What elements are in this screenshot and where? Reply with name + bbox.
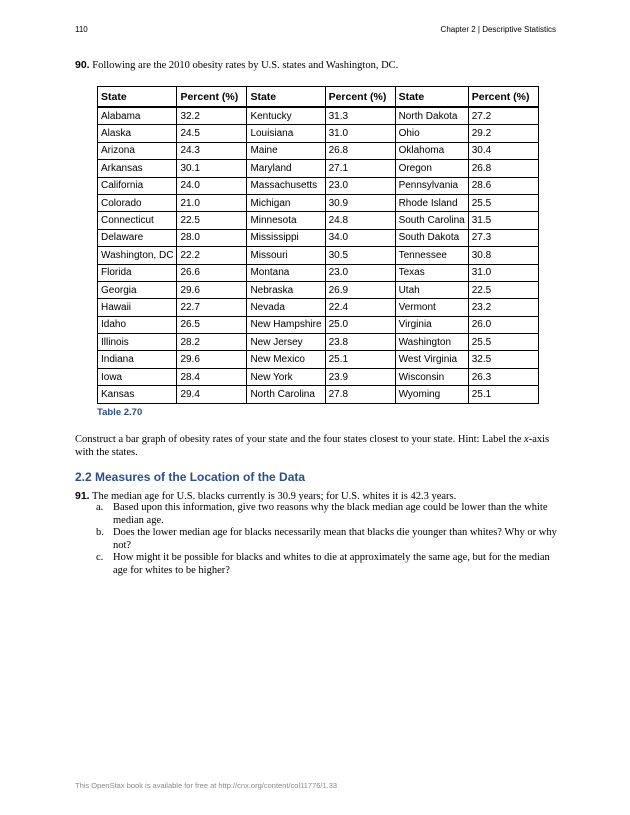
part-label: c.	[96, 552, 104, 564]
state-cell: Wyoming	[395, 386, 468, 403]
state-cell: Delaware	[98, 229, 177, 246]
percent-cell: 22.5	[177, 212, 247, 229]
column-header: Percent (%)	[177, 87, 247, 108]
state-cell: Missouri	[247, 247, 325, 264]
percent-cell: 30.8	[468, 247, 538, 264]
percent-cell: 25.5	[468, 194, 538, 211]
state-cell: Wisconsin	[395, 368, 468, 385]
state-cell: Kansas	[98, 386, 177, 403]
table-row	[98, 316, 539, 333]
percent-cell: 23.8	[325, 334, 395, 351]
state-cell: Pennsylvania	[395, 177, 468, 194]
percent-cell: 23.9	[325, 368, 395, 385]
state-cell: Idaho	[98, 316, 177, 333]
state-cell: Louisiana	[247, 125, 325, 142]
state-cell: New York	[247, 368, 325, 385]
percent-cell: 22.4	[325, 299, 395, 316]
table-row	[98, 212, 539, 229]
percent-cell: 30.5	[325, 247, 395, 264]
section-title: 2.2 Measures of the Location of the Data	[75, 470, 306, 484]
percent-cell: 24.0	[177, 177, 247, 194]
state-cell: North Carolina	[247, 386, 325, 403]
percent-cell: 31.0	[325, 125, 395, 142]
percent-cell: 22.5	[468, 281, 538, 298]
chapter-header: Chapter 2 | Descriptive Statistics	[440, 25, 556, 34]
state-cell: Florida	[98, 264, 177, 281]
state-cell: Tennessee	[395, 247, 468, 264]
exercise-91-parts	[96, 502, 558, 578]
percent-cell: 24.8	[325, 212, 395, 229]
column-header: Percent (%)	[468, 87, 538, 108]
state-cell: New Jersey	[247, 334, 325, 351]
state-cell: Colorado	[98, 194, 177, 211]
percent-cell: 25.0	[325, 316, 395, 333]
table-row	[98, 142, 539, 159]
percent-cell: 25.1	[468, 386, 538, 403]
state-cell: Connecticut	[98, 212, 177, 229]
state-cell: Ohio	[395, 125, 468, 142]
state-cell: Michigan	[247, 194, 325, 211]
percent-cell: 26.0	[468, 316, 538, 333]
table-row	[98, 264, 539, 281]
state-cell: Alaska	[98, 125, 177, 142]
state-cell: Maryland	[247, 160, 325, 177]
percent-cell: 28.6	[468, 177, 538, 194]
percent-cell: 30.4	[468, 142, 538, 159]
percent-cell: 26.6	[177, 264, 247, 281]
state-cell: Maine	[247, 142, 325, 159]
percent-cell: 28.4	[177, 368, 247, 385]
exercise-number: 90.	[75, 59, 90, 71]
state-cell: Montana	[247, 264, 325, 281]
percent-cell: 26.8	[325, 142, 395, 159]
exercise-text: Following are the 2010 obesity rates by U.S. states and Washington, DC.	[92, 60, 399, 71]
table-row	[98, 107, 539, 125]
state-cell: South Dakota	[395, 229, 468, 246]
percent-cell: 26.5	[177, 316, 247, 333]
percent-cell: 31.0	[468, 264, 538, 281]
percent-cell: 29.6	[177, 351, 247, 368]
table-body	[98, 107, 539, 403]
percent-cell: 24.5	[177, 125, 247, 142]
table-row	[98, 194, 539, 211]
list-item	[96, 527, 558, 552]
exercise-90	[75, 59, 398, 71]
percent-cell: 29.4	[177, 386, 247, 403]
percent-cell: 22.7	[177, 299, 247, 316]
table-row	[98, 281, 539, 298]
percent-cell: 30.1	[177, 160, 247, 177]
percent-cell: 26.8	[468, 160, 538, 177]
table-row	[98, 299, 539, 316]
footer-note: This OpenStax book is available for free at http://cnx.org/content/col11776/1.33	[75, 781, 338, 790]
table-row	[98, 351, 539, 368]
part-label: b.	[96, 527, 104, 539]
table-row	[98, 334, 539, 351]
state-cell: Texas	[395, 264, 468, 281]
percent-cell: 27.1	[325, 160, 395, 177]
state-cell: Rhode Island	[395, 194, 468, 211]
percent-cell: 27.3	[468, 229, 538, 246]
percent-cell: 30.9	[325, 194, 395, 211]
state-cell: New Hampshire	[247, 316, 325, 333]
percent-cell: 32.2	[177, 107, 247, 125]
percent-cell: 28.2	[177, 334, 247, 351]
percent-cell: 29.2	[468, 125, 538, 142]
percent-cell: 22.2	[177, 247, 247, 264]
state-cell: Vermont	[395, 299, 468, 316]
table-header-row	[98, 87, 539, 108]
column-header: State	[98, 87, 177, 108]
state-cell: Arizona	[98, 142, 177, 159]
state-cell: South Carolina	[395, 212, 468, 229]
table-row	[98, 368, 539, 385]
state-cell: Georgia	[98, 281, 177, 298]
state-cell: Nevada	[247, 299, 325, 316]
table-row	[98, 177, 539, 194]
column-header: State	[395, 87, 468, 108]
percent-cell: 27.2	[468, 107, 538, 125]
state-cell: Oklahoma	[395, 142, 468, 159]
state-cell: Indiana	[98, 351, 177, 368]
state-cell: North Dakota	[395, 107, 468, 125]
state-cell: Nebraska	[247, 281, 325, 298]
part-text: How might it be possible for blacks and whites to die at approximately the same age, but for the median age for whites to be higher?	[113, 552, 550, 576]
percent-cell: 34.0	[325, 229, 395, 246]
percent-cell: 25.1	[325, 351, 395, 368]
table-row	[98, 125, 539, 142]
state-cell: California	[98, 177, 177, 194]
percent-cell: 23.0	[325, 264, 395, 281]
table-row	[98, 247, 539, 264]
table-row	[98, 160, 539, 177]
state-cell: Kentucky	[247, 107, 325, 125]
percent-cell: 23.2	[468, 299, 538, 316]
part-text: Does the lower median age for blacks necessarily mean that blacks die younger than whites? Why or why not?	[113, 527, 557, 551]
page-number: 110	[75, 25, 88, 34]
exercise-number: 91.	[75, 490, 90, 502]
percent-cell: 26.9	[325, 281, 395, 298]
state-cell: West Virginia	[395, 351, 468, 368]
percent-cell: 25.5	[468, 334, 538, 351]
construct-axis-italic: x	[524, 434, 529, 445]
state-cell: Virginia	[395, 316, 468, 333]
state-cell: Washington, DC	[98, 247, 177, 264]
column-header: Percent (%)	[325, 87, 395, 108]
state-cell: Illinois	[98, 334, 177, 351]
state-cell: Iowa	[98, 368, 177, 385]
state-cell: Oregon	[395, 160, 468, 177]
state-cell: Hawaii	[98, 299, 177, 316]
state-cell: Utah	[395, 281, 468, 298]
percent-cell: 31.3	[325, 107, 395, 125]
construct-instructions	[75, 433, 557, 459]
list-item	[96, 502, 558, 527]
percent-cell: 21.0	[177, 194, 247, 211]
construct-text-before: Construct a bar graph of obesity rates of your state and the four states closest to your state. Hint: Label the	[75, 434, 525, 445]
state-cell: Minnesota	[247, 212, 325, 229]
percent-cell: 23.0	[325, 177, 395, 194]
exercise-91	[75, 490, 456, 502]
state-cell: Arkansas	[98, 160, 177, 177]
part-label: a.	[96, 502, 104, 513]
table-caption: Table 2.70	[97, 407, 143, 418]
state-cell: Mississippi	[247, 229, 325, 246]
state-cell: Washington	[395, 334, 468, 351]
state-cell: New Mexico	[247, 351, 325, 368]
column-header: State	[247, 87, 325, 108]
percent-cell: 31.5	[468, 212, 538, 229]
state-cell: Alabama	[98, 107, 177, 125]
percent-cell: 26.3	[468, 368, 538, 385]
percent-cell: 24.3	[177, 142, 247, 159]
exercise-text: The median age for U.S. blacks currently is 30.9 years; for U.S. whites it is 42.3 years.	[92, 491, 457, 502]
percent-cell: 28.0	[177, 229, 247, 246]
part-text: Based upon this information, give two reasons why the black median age could be lower than the white median age.	[113, 502, 548, 526]
percent-cell: 29.6	[177, 281, 247, 298]
percent-cell: 27.8	[325, 386, 395, 403]
state-cell: Massachusetts	[247, 177, 325, 194]
construct-text-after: -axis with the states.	[75, 434, 550, 458]
table-row	[98, 386, 539, 403]
table-row	[98, 229, 539, 246]
percent-cell: 32.5	[468, 351, 538, 368]
obesity-table	[97, 86, 539, 404]
list-item	[96, 552, 558, 577]
